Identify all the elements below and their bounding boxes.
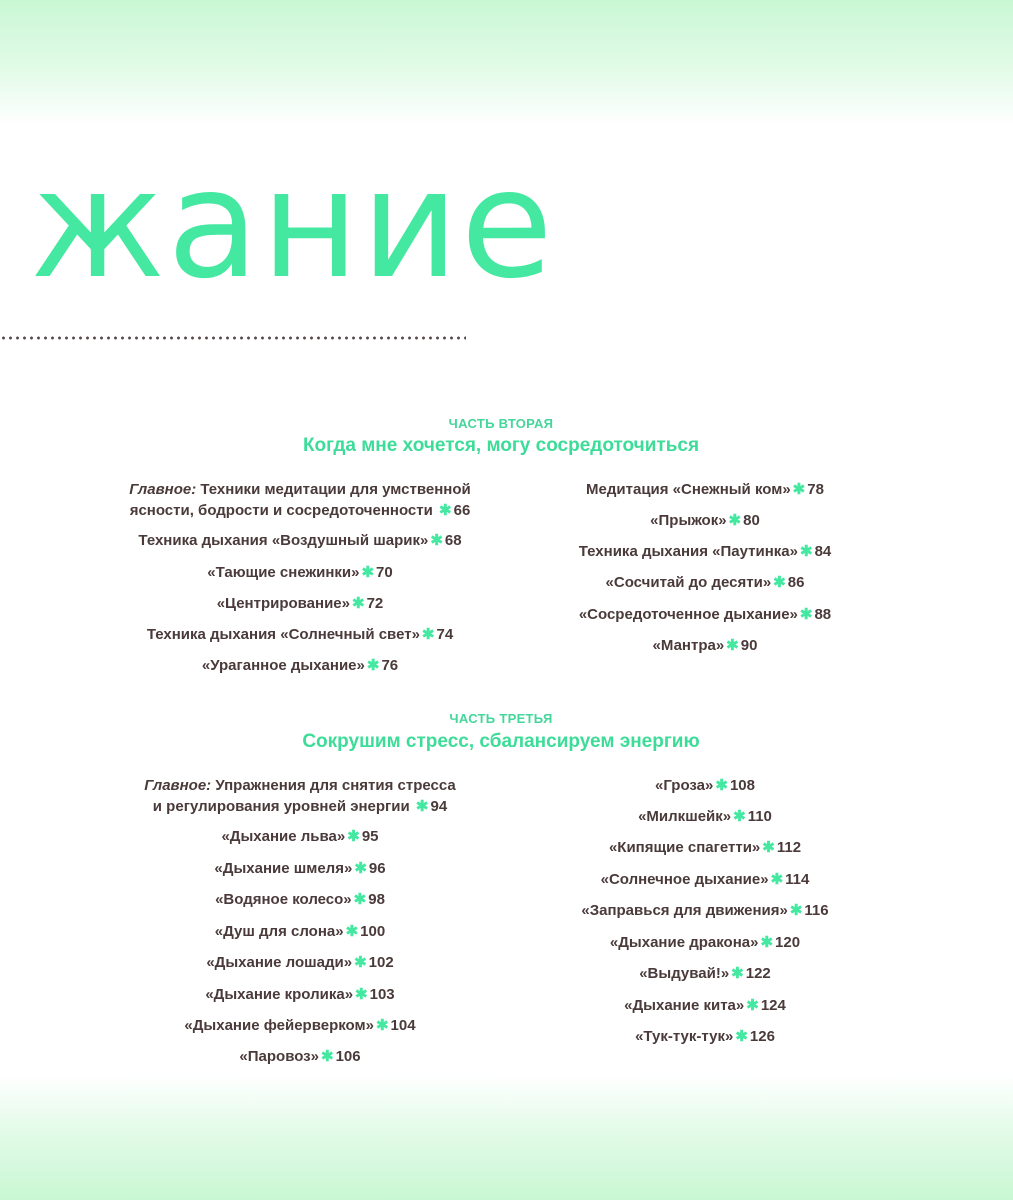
toc-entry[interactable] bbox=[500, 900, 910, 921]
toc-entry-title: Техника дыхания «Паутинка» bbox=[578, 543, 798, 560]
toc-entry[interactable] bbox=[90, 1046, 510, 1067]
toc-entry-title: «Центрирование» bbox=[216, 595, 350, 612]
toc-entry[interactable] bbox=[90, 593, 510, 614]
toc-entry[interactable] bbox=[500, 479, 910, 500]
toc-page-number: 90 bbox=[740, 637, 758, 654]
part-two-title: Когда мне хочется, могу сосредоточиться bbox=[302, 435, 700, 456]
toc-page-number: 126 bbox=[749, 1028, 775, 1045]
toc-entry[interactable] bbox=[500, 510, 910, 531]
toc-entry-title: «Солнечное дыхание» bbox=[600, 871, 769, 888]
toc-entry-title: «Дыхание кролика» bbox=[205, 986, 354, 1003]
toc-entry-title: Техника дыхания «Солнечный свет» bbox=[146, 626, 420, 643]
part-three-title: Сокрушим стресс, сбалансируем энергию bbox=[302, 731, 700, 752]
toc-page-number: 78 bbox=[807, 481, 824, 498]
toc-entry-title: «Дыхание кита» bbox=[624, 997, 745, 1014]
toc-page-number: 95 bbox=[361, 828, 379, 845]
toc-entry-title: «Дыхание лошади» bbox=[206, 954, 353, 971]
toc-entry-title: ясности, бодрости и сосредоточенности bbox=[129, 502, 433, 519]
toc-entry[interactable] bbox=[500, 963, 910, 984]
star-separator-icon: ✱ bbox=[726, 637, 739, 654]
star-separator-icon: ✱ bbox=[799, 606, 813, 623]
toc-page-number: 68 bbox=[444, 532, 462, 549]
toc-entry[interactable] bbox=[90, 530, 510, 551]
toc-entry[interactable] bbox=[500, 806, 910, 827]
toc-entry[interactable] bbox=[90, 889, 510, 910]
toc-entry-title: «Душ для слона» bbox=[214, 923, 344, 940]
star-separator-icon: ✱ bbox=[760, 934, 774, 951]
toc-entry-title: Техники медитации для умственной bbox=[200, 481, 471, 498]
toc-page-number: 120 bbox=[775, 934, 801, 951]
star-separator-icon: ✱ bbox=[354, 860, 367, 877]
toc-entry-title: «Милкшейк» bbox=[638, 808, 732, 825]
toc-entry-main[interactable] bbox=[90, 775, 510, 817]
toc-page-number: 74 bbox=[436, 626, 454, 643]
star-separator-icon: ✱ bbox=[439, 502, 452, 519]
toc-page-number: 124 bbox=[760, 997, 786, 1014]
toc-lead-label: Главное: bbox=[144, 777, 212, 794]
toc-page-number: 88 bbox=[814, 606, 832, 623]
toc-entry-main[interactable] bbox=[90, 479, 510, 521]
toc-entry[interactable] bbox=[90, 952, 510, 973]
toc-entry-title: и регулирования уровней энергии bbox=[152, 798, 410, 815]
toc-entry[interactable] bbox=[90, 858, 510, 879]
star-separator-icon: ✱ bbox=[345, 923, 359, 940]
toc-page-number: 106 bbox=[335, 1048, 361, 1065]
toc-page-number: 70 bbox=[376, 564, 393, 581]
star-separator-icon: ✱ bbox=[366, 657, 380, 674]
toc-entry-title: «Тающие снежинки» bbox=[207, 564, 360, 581]
star-separator-icon: ✱ bbox=[355, 986, 368, 1003]
toc-entry[interactable] bbox=[500, 837, 910, 858]
toc-entry[interactable] bbox=[90, 655, 510, 676]
star-separator-icon: ✱ bbox=[773, 574, 786, 591]
toc-page-number: 102 bbox=[368, 954, 394, 971]
toc-page-number: 110 bbox=[747, 808, 772, 825]
star-separator-icon: ✱ bbox=[347, 828, 360, 845]
star-separator-icon: ✱ bbox=[728, 512, 742, 529]
toc-entry-title: «Тук-тук-тук» bbox=[635, 1028, 734, 1045]
star-separator-icon: ✱ bbox=[715, 777, 728, 794]
star-separator-icon: ✱ bbox=[733, 808, 746, 825]
star-separator-icon: ✱ bbox=[361, 564, 375, 581]
star-separator-icon: ✱ bbox=[789, 902, 803, 919]
toc-page-number: 116 bbox=[804, 902, 829, 919]
star-separator-icon: ✱ bbox=[762, 839, 775, 856]
toc-entry-title: «Дыхание шмеля» bbox=[214, 860, 353, 877]
part-three-label: ЧАСТЬ ТРЕТЬЯ bbox=[449, 711, 553, 726]
toc-entry-title: Техника дыхания «Воздушный шарик» bbox=[138, 532, 429, 549]
toc-page-number: 98 bbox=[368, 891, 385, 908]
toc-page-number: 104 bbox=[390, 1017, 416, 1034]
star-separator-icon: ✱ bbox=[792, 481, 806, 498]
toc-entry[interactable] bbox=[500, 604, 910, 625]
toc-entry-title: «Дыхание льва» bbox=[221, 828, 346, 845]
star-separator-icon: ✱ bbox=[430, 532, 443, 549]
toc-entry[interactable] bbox=[500, 869, 910, 890]
star-separator-icon: ✱ bbox=[353, 891, 367, 908]
toc-entry-title: «Паровоз» bbox=[239, 1048, 319, 1065]
toc-page-number: 108 bbox=[729, 777, 755, 794]
toc-entry[interactable] bbox=[90, 1015, 510, 1036]
star-separator-icon: ✱ bbox=[746, 997, 759, 1014]
toc-page-number: 100 bbox=[360, 923, 386, 940]
toc-entry-title: «Водяное колесо» bbox=[215, 891, 352, 908]
toc-page-number: 80 bbox=[743, 512, 760, 529]
star-separator-icon: ✱ bbox=[375, 1017, 389, 1034]
toc-entry-title: «Прыжок» bbox=[650, 512, 727, 529]
toc-entry[interactable] bbox=[90, 921, 510, 942]
toc-entry[interactable] bbox=[500, 541, 910, 562]
toc-entry-title: «Дыхание дракона» bbox=[609, 934, 759, 951]
star-separator-icon: ✱ bbox=[735, 1028, 748, 1045]
toc-entry-title: «Заправься для движения» bbox=[581, 902, 788, 919]
toc-entry-title: «Ураганное дыхание» bbox=[201, 657, 365, 674]
toc-entry[interactable] bbox=[500, 1026, 910, 1047]
toc-page-number: 86 bbox=[787, 574, 805, 591]
toc-entry-title: «Выдувай!» bbox=[639, 965, 730, 982]
toc-page-number: 76 bbox=[381, 657, 399, 674]
toc-entry[interactable] bbox=[90, 826, 510, 847]
toc-entry[interactable] bbox=[500, 572, 910, 593]
toc-entry-title: «Мантра» bbox=[652, 637, 725, 654]
toc-entry[interactable] bbox=[500, 775, 910, 796]
toc-page-number: 94 bbox=[430, 798, 448, 815]
toc-entry-title: Упражнения для снятия стресса bbox=[215, 777, 456, 794]
bottom-gradient-band bbox=[0, 1075, 1013, 1200]
chapter-heading-fragment: жание bbox=[30, 138, 555, 312]
toc-entry[interactable] bbox=[90, 984, 510, 1005]
toc-page-number: 72 bbox=[366, 595, 384, 612]
toc-page-number: 112 bbox=[776, 839, 802, 856]
star-separator-icon: ✱ bbox=[415, 798, 429, 815]
dotted-divider bbox=[0, 336, 466, 340]
star-separator-icon: ✱ bbox=[421, 626, 435, 643]
toc-page-number: 103 bbox=[369, 986, 395, 1003]
star-separator-icon: ✱ bbox=[352, 595, 365, 612]
star-separator-icon: ✱ bbox=[731, 965, 744, 982]
toc-lead-label: Главное: bbox=[129, 481, 197, 498]
toc-entry[interactable] bbox=[500, 932, 910, 953]
toc-entry-title: «Кипящие спагетти» bbox=[608, 839, 761, 856]
toc-entry[interactable] bbox=[90, 562, 510, 583]
star-separator-icon: ✱ bbox=[354, 954, 367, 971]
toc-entry-title: «Гроза» bbox=[655, 777, 714, 794]
star-separator-icon: ✱ bbox=[799, 543, 813, 560]
top-gradient-band bbox=[0, 0, 1013, 125]
star-separator-icon: ✱ bbox=[770, 871, 784, 888]
toc-page-number: 122 bbox=[745, 965, 771, 982]
toc-page-number: 114 bbox=[785, 871, 810, 888]
part-two-label: ЧАСТЬ ВТОРАЯ bbox=[448, 416, 554, 431]
toc-entry-title: «Сосчитай до десяти» bbox=[605, 574, 772, 591]
toc-entry[interactable] bbox=[500, 635, 910, 656]
toc-entry-title: «Сосредоточенное дыхание» bbox=[578, 606, 798, 623]
toc-page-number: 66 bbox=[453, 502, 471, 519]
toc-entry-title: «Дыхание фейерверком» bbox=[184, 1017, 374, 1034]
toc-page-number: 84 bbox=[814, 543, 832, 560]
star-separator-icon: ✱ bbox=[320, 1048, 334, 1065]
toc-entry[interactable] bbox=[500, 995, 910, 1016]
toc-entry-title: Медитация «Снежный ком» bbox=[586, 481, 791, 498]
toc-page-number: 96 bbox=[368, 860, 386, 877]
toc-entry[interactable] bbox=[90, 624, 510, 645]
